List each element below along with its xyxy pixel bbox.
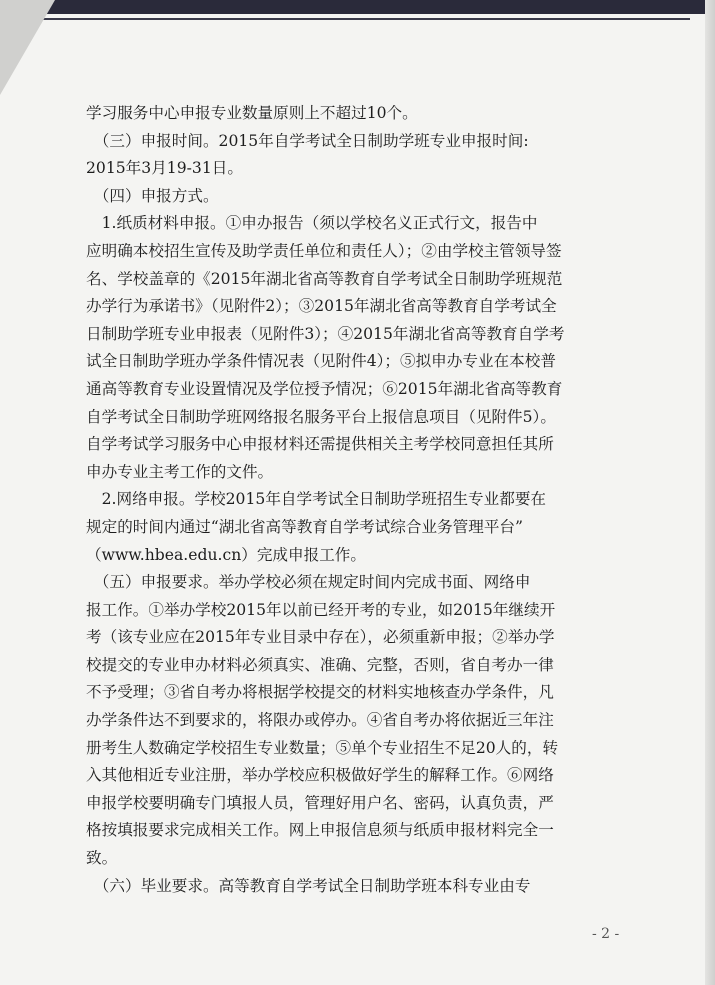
text-line: （www.hbea.edu.cn）完成申报工作。	[86, 545, 366, 564]
scan-top-band	[0, 0, 715, 14]
text-line: 办学条件达不到要求的，将限办或停办。④省自考办将依据近三年注	[86, 711, 554, 730]
text-line: 试全日制助学班办学条件情况表（见附件4）；⑤拟申办专业在本校普	[86, 352, 556, 371]
scan-right-edge	[705, 0, 715, 985]
text-line: 规定的时间内通过“湖北省高等教育自学考试综合业务管理平台”	[86, 517, 523, 536]
text-line: （四）申报方式。	[86, 186, 219, 205]
text-line: 日制助学班专业申报表（见附件3）；④2015年湖北省高等教育自学考	[86, 324, 565, 343]
text-line: 学习服务中心申报专业数量原则上不超过10个。	[86, 104, 418, 122]
document-body	[86, 100, 646, 900]
page-number: - 2 -	[592, 926, 620, 942]
scan-top-rule	[40, 18, 690, 20]
text-line: 格按填报要求完成相关工作。网上申报信息须与纸质申报材料完全一	[86, 821, 554, 840]
text-line: 办学行为承诺书》（见附件2）；③2015年湖北省高等教育自学考试全	[86, 297, 557, 316]
text-line: 自学考试全日制助学班网络报名服务平台上报信息项目（见附件5）。	[86, 407, 556, 426]
text-line: 考（该专业应在2015年专业目录中存在），必须重新申报；②举办学	[86, 628, 555, 647]
text-line: 申报学校要明确专门填报人员，管理好用户名、密码，认真负责，严	[86, 793, 554, 812]
text-line: 不予受理；③省自考办将根据学校提交的材料实地核查办学条件，凡	[86, 683, 554, 702]
text-line: 入其他相近专业注册，举办学校应积极做好学生的解释工作。⑥网络	[86, 766, 554, 785]
text-line: 2.网络申报。学校2015年自学考试全日制助学班招生专业都要在	[86, 490, 547, 509]
text-line: 申办专业主考工作的文件。	[86, 462, 274, 481]
text-line: 校提交的专业申办材料必须真实、准确、完整，否则，省自考办一律	[86, 655, 554, 674]
text-line: 致。	[86, 849, 118, 868]
text-line: 2015年3月19-31日。	[86, 159, 243, 178]
text-line: 报工作。①举办学校2015年以前已经开考的专业，如2015年继续开	[86, 600, 556, 619]
text-line: （三）申报时间。2015年自学考试全日制助学班专业申报时间:	[86, 131, 529, 150]
text-line: （六）毕业要求。高等教育自学考试全日制助学班本科专业由专	[86, 876, 531, 895]
folded-corner	[0, 0, 55, 95]
text-line: 应明确本校招生宣传及助学责任单位和责任人）；②由学校主管领导签	[86, 241, 562, 260]
text-line: 名、学校盖章的《2015年湖北省高等教育自学考试全日制助学班规范	[86, 269, 563, 288]
text-line: 通高等教育专业设置情况及学位授予情况；⑥2015年湖北省高等教育	[86, 379, 563, 398]
text-line: 册考生人数确定学校招生专业数量；⑤单个专业招生不足20人的，转	[86, 738, 559, 757]
text-line: （五）申报要求。举办学校必须在规定时间内完成书面、网络申	[86, 573, 531, 592]
text-line: 自学考试学习服务中心申报材料还需提供相关主考学校同意担任其所	[86, 435, 554, 454]
text-line: 1.纸质材料申报。①申办报告（须以学校名义正式行文，报告中	[86, 214, 538, 233]
